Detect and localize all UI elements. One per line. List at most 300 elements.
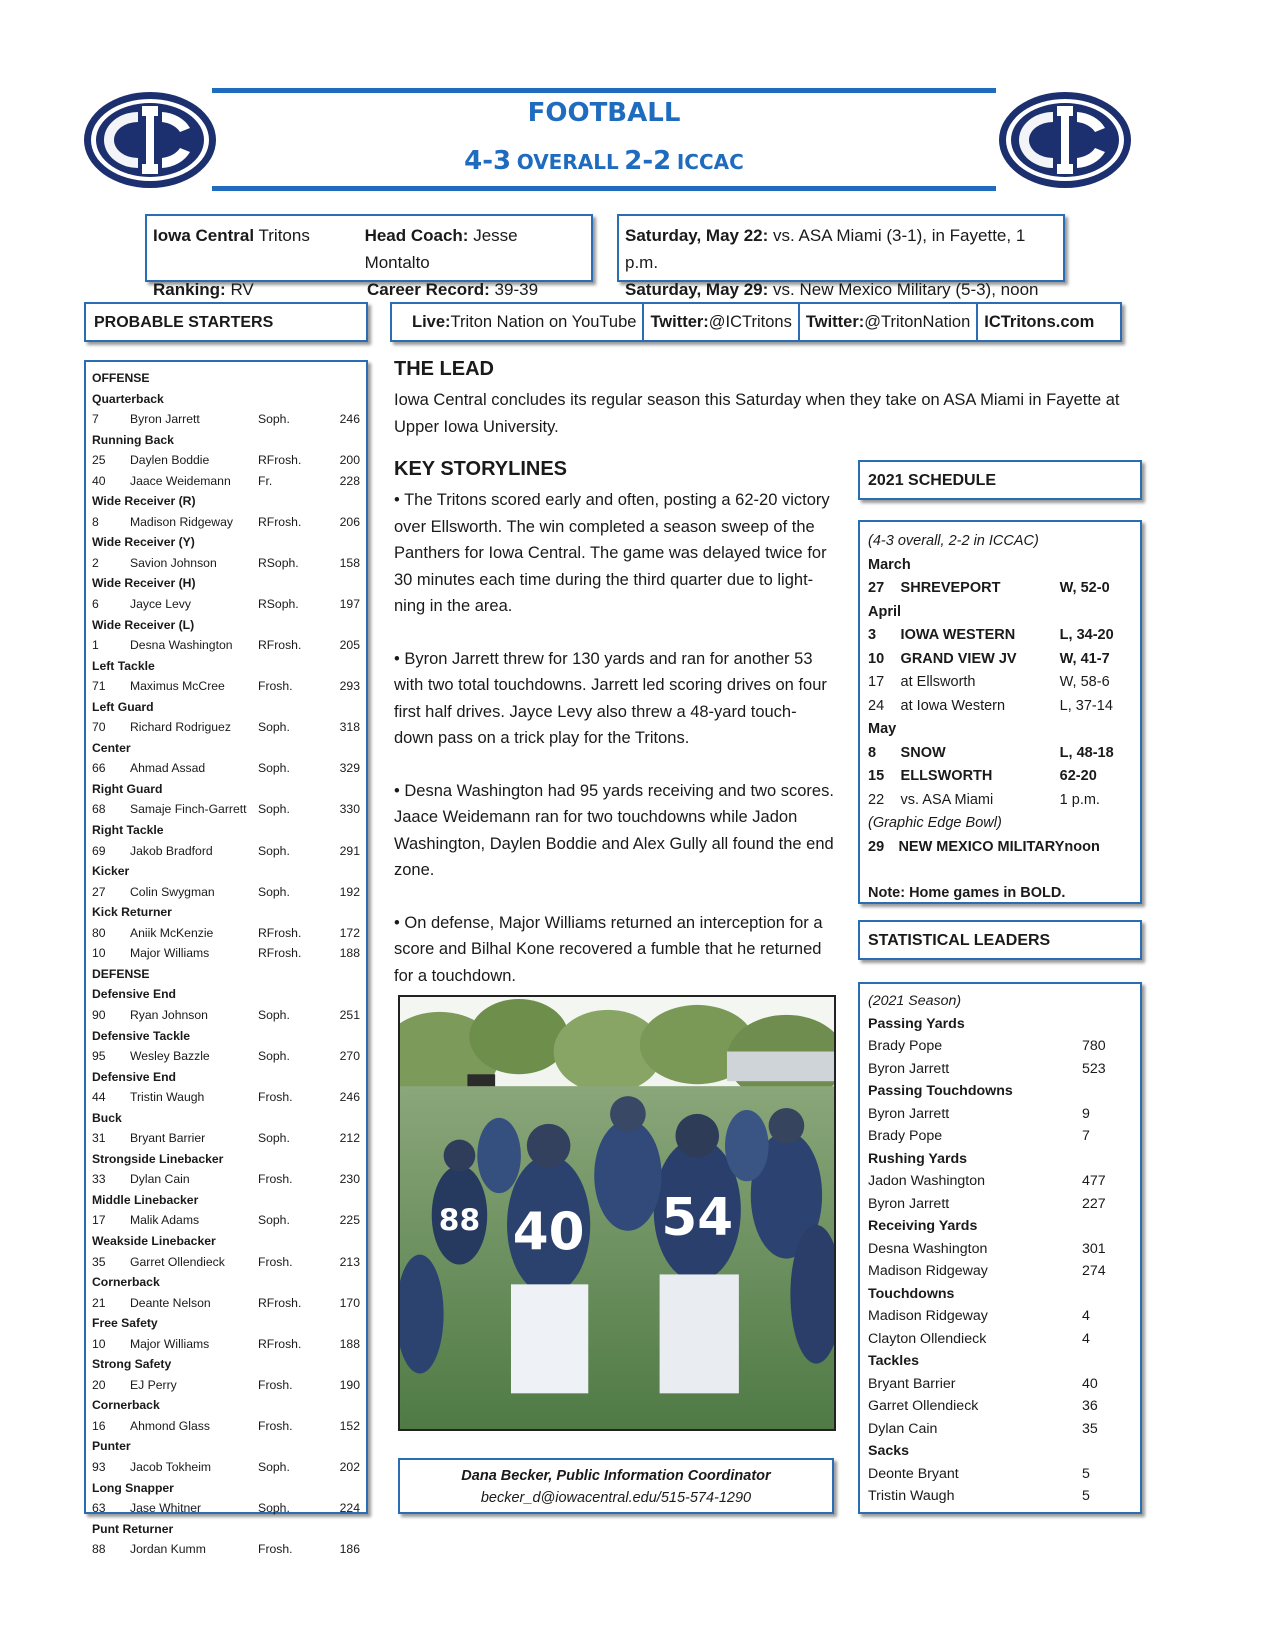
player-number: 17 xyxy=(92,1213,106,1228)
player-weight: 192 xyxy=(339,884,360,899)
player-number: 40 xyxy=(92,473,106,488)
player-class: RFrosh. xyxy=(258,1336,302,1351)
stats-leader-row xyxy=(868,1418,1132,1441)
player-name: Savion Johnson xyxy=(130,555,217,570)
player-name: Wesley Bazzle xyxy=(130,1049,210,1064)
header-top-rule xyxy=(212,88,996,93)
player-name: Byron Jarrett xyxy=(130,412,200,427)
player-number: 8 xyxy=(92,514,99,529)
roster-position: Long Snapper xyxy=(92,1480,174,1495)
leader-name: Dylan Cain xyxy=(868,1420,938,1437)
leader-value: 7 xyxy=(1082,1128,1090,1144)
team-photo xyxy=(398,995,836,1431)
player-number: 71 xyxy=(92,679,106,694)
player-weight: 251 xyxy=(339,1007,360,1022)
player-number: 10 xyxy=(92,946,106,961)
schedule-title: 2021 SCHEDULE xyxy=(858,460,1142,500)
leader-value: 4 xyxy=(1082,1308,1090,1324)
player-class: RFrosh. xyxy=(258,514,302,529)
player-weight: 291 xyxy=(339,843,360,858)
roster-position: Free Safety xyxy=(92,1316,158,1331)
player-name: Aniik McKenzie xyxy=(130,925,214,940)
player-number: 10 xyxy=(92,1336,106,1351)
stats-leader-row xyxy=(868,1260,1132,1283)
player-number: 88 xyxy=(92,1542,106,1557)
storylines-title: KEY STORYLINES xyxy=(394,458,568,480)
roster-position: Wide Receiver (R) xyxy=(92,494,196,509)
player-weight: 224 xyxy=(339,1501,360,1516)
game-result: W, 41-7 xyxy=(1059,650,1110,667)
upcoming-desc: vs. New Mexico Military (5-3), noon xyxy=(768,280,1039,299)
player-name: Colin Swygman xyxy=(130,884,215,899)
player-weight: 246 xyxy=(339,1090,360,1105)
roster-position: Running Back xyxy=(92,432,174,447)
game-opponent: NEW MEXICO MILITARY xyxy=(898,838,1065,855)
leader-value: 274 xyxy=(1082,1263,1106,1279)
leader-name: Byron Jarrett xyxy=(868,1105,950,1122)
roster-position: Kick Returner xyxy=(92,905,172,920)
player-weight: 205 xyxy=(339,638,360,653)
stats-leader-row xyxy=(868,1485,1132,1508)
player-class: Soph. xyxy=(258,884,290,899)
player-class: Soph. xyxy=(258,1501,290,1516)
roster-position: Cornerback xyxy=(92,1398,160,1413)
leader-name: Madison Ridgeway xyxy=(868,1263,988,1279)
stats-category: Receiving Yards xyxy=(868,1218,978,1234)
header-record xyxy=(212,146,996,176)
storylines-section xyxy=(394,458,836,989)
roster-player-row xyxy=(92,450,360,471)
game-opponent: SNOW xyxy=(900,744,946,761)
player-name: Desna Washington xyxy=(130,638,233,653)
website-link[interactable]: ICTritons.com xyxy=(984,312,1095,331)
leader-value: 40 xyxy=(1082,1375,1098,1392)
player-weight: 330 xyxy=(339,802,360,817)
schedule-month: May xyxy=(868,721,897,737)
player-class: RFrosh. xyxy=(258,453,302,468)
player-name: Deante Nelson xyxy=(130,1295,211,1310)
schedule-game-row xyxy=(868,671,1132,695)
player-class: RFrosh. xyxy=(258,946,302,961)
player-name: Major Williams xyxy=(130,1336,210,1351)
leader-value: 4 xyxy=(1082,1330,1090,1347)
player-class: Frosh. xyxy=(258,1254,293,1269)
roster-position: Defensive End xyxy=(92,1069,176,1084)
player-class: Frosh. xyxy=(258,1542,293,1557)
player-number: 69 xyxy=(92,843,106,858)
upcoming-desc: vs. ASA Miami (3-1), in Fayette, 1 p.m. xyxy=(625,226,1026,272)
player-number: 35 xyxy=(92,1254,106,1269)
player-weight: 172 xyxy=(339,925,360,940)
storyline-item: • On defense, Major Williams returned an interception for a score and Bilhal Kone recovered a fumble that he returned for a touchdown. xyxy=(394,913,823,985)
player-weight: 170 xyxy=(339,1295,360,1310)
player-name: Maximus McCree xyxy=(130,679,225,694)
player-class: Soph. xyxy=(258,1131,290,1146)
roster-position: Wide Receiver (L) xyxy=(92,617,195,632)
stats-leader-row xyxy=(868,1395,1132,1418)
player-number: 95 xyxy=(92,1049,106,1064)
player-name: Jacob Tokheim xyxy=(130,1459,212,1474)
roster-position: Quarterback xyxy=(92,391,164,406)
leader-name: Deonte Bryant xyxy=(868,1465,959,1482)
stats-leader-row xyxy=(868,1305,1132,1328)
player-name: Jakob Bradford xyxy=(130,843,213,858)
player-number: 16 xyxy=(92,1418,106,1433)
game-result: L, 37-14 xyxy=(1059,697,1113,714)
starters-title: PROBABLE STARTERS xyxy=(84,302,368,342)
roster-player-row xyxy=(92,1457,360,1478)
game-opponent: vs. ASA Miami xyxy=(900,791,994,808)
roster-position: Defensive End xyxy=(92,987,176,1002)
game-day: 8 xyxy=(868,744,877,761)
roster-player-row xyxy=(92,799,360,820)
roster-player-row xyxy=(92,1293,360,1314)
roster-player-row xyxy=(92,471,360,492)
player-name: Jaace Weidemann xyxy=(130,473,231,488)
school-name: Iowa Central xyxy=(153,226,255,245)
player-name: Ryan Johnson xyxy=(130,1007,208,1022)
player-class: RFrosh. xyxy=(258,638,302,653)
game-day: 3 xyxy=(868,627,877,643)
player-class: RSoph. xyxy=(258,597,299,612)
stats-leader-row xyxy=(868,1238,1132,1261)
stats-season: (2021 Season) xyxy=(868,993,962,1009)
jersey-number: 54 xyxy=(661,1187,734,1248)
player-weight: 197 xyxy=(339,597,360,612)
schedule-month: April xyxy=(868,603,902,620)
leader-value: 5 xyxy=(1082,1465,1090,1482)
stats-leader-row xyxy=(868,1125,1132,1148)
roster-position: Weakside Linebacker xyxy=(92,1233,216,1248)
player-class: Soph. xyxy=(258,1049,290,1064)
leader-name: Jadon Washington xyxy=(868,1173,985,1189)
leader-name: Desna Washington xyxy=(868,1240,988,1257)
player-name: Daylen Boddie xyxy=(130,453,210,468)
game-day: 15 xyxy=(868,768,885,784)
player-name: Jayce Levy xyxy=(130,597,191,612)
roster-player-row xyxy=(92,1005,360,1026)
schedule-home-note: Note: Home games in BOLD. xyxy=(868,885,1066,901)
player-class: Fr. xyxy=(258,473,273,488)
roster-player-row xyxy=(92,676,360,697)
roster-player-row xyxy=(92,512,360,533)
roster-position: Middle Linebacker xyxy=(92,1192,199,1207)
career-label: Career Record: xyxy=(367,280,490,299)
player-name: Richard Rodriguez xyxy=(130,720,231,735)
player-class: RFrosh. xyxy=(258,925,302,940)
player-class: Frosh. xyxy=(258,1090,293,1105)
player-name: Samaje Finch-Garrett xyxy=(130,802,247,817)
game-opponent: SHREVEPORT xyxy=(900,580,1001,596)
schedule-box xyxy=(858,520,1142,904)
roster-player-row xyxy=(92,717,360,738)
stats-leader-row xyxy=(868,1035,1132,1058)
ranking-value: RV xyxy=(225,280,254,299)
schedule-record-note: (4-3 overall, 2-2 in ICCAC) xyxy=(868,533,1039,549)
player-class: Soph. xyxy=(258,802,290,817)
stats-category: Touchdowns xyxy=(868,1285,955,1302)
roster-player-row xyxy=(92,1169,360,1190)
record-conference-label: ICCAC xyxy=(676,150,744,174)
player-class: Soph. xyxy=(258,1459,290,1474)
schedule-game-row xyxy=(868,577,1132,601)
twitter-team: Twitter: @ICTritons xyxy=(644,304,799,340)
storyline-item: • Byron Jarrett threw for 130 yards and ran for another 53 with two total touchdowns. Jarrett led scoring drives on four first half drives. Jayce Levy also threw a 48-yard touch-down pass on a trick play for the Tritons. xyxy=(394,649,827,747)
player-class: Soph. xyxy=(258,1007,290,1022)
roster-position: Right Tackle xyxy=(92,823,164,838)
game-day: 22 xyxy=(868,791,885,808)
player-weight: 228 xyxy=(339,473,360,488)
player-number: 80 xyxy=(92,925,106,940)
roster-position: Punter xyxy=(92,1439,131,1454)
roster-position: Kicker xyxy=(92,864,130,879)
schedule-game-row xyxy=(868,624,1132,648)
player-weight: 329 xyxy=(339,761,360,776)
player-weight: 225 xyxy=(339,1213,360,1228)
leader-value: 301 xyxy=(1082,1240,1106,1257)
ranking-label: Ranking: xyxy=(153,280,226,299)
roster-player-row xyxy=(92,758,360,779)
player-class: Soph. xyxy=(258,720,290,735)
player-class: RFrosh. xyxy=(258,1295,302,1310)
upcoming-date: Saturday, May 22: xyxy=(625,226,769,245)
roster-position: Strong Safety xyxy=(92,1357,172,1372)
leader-name: Bryant Barrier xyxy=(868,1375,956,1392)
player-class: Soph. xyxy=(258,843,290,858)
player-weight: 212 xyxy=(339,1131,360,1146)
record-conference-value: 2-2 xyxy=(624,146,672,176)
leader-name: Brady Pope xyxy=(868,1128,943,1144)
schedule-game-row xyxy=(868,742,1132,766)
storyline-item: • The Tritons scored early and often, posting a 62-20 victory over Ellsworth. The win completed a season sweep of the Panthers for Iowa Central. The game was delayed twice for 30 minutes each time during the third quarter due to light-ning in the area. xyxy=(394,491,830,615)
storyline-item: • Desna Washington had 95 yards receiving and two scores. Jaace Weidemann ran for two touchdowns while Jadon Washington, Daylen Boddie and Alex Gully all found the end zone. xyxy=(394,781,834,879)
player-number: 25 xyxy=(92,453,106,468)
player-class: Frosh. xyxy=(258,1377,293,1392)
player-name: Bryant Barrier xyxy=(130,1131,206,1146)
schedule-game-row xyxy=(868,648,1132,672)
record-overall-label: OVERALL xyxy=(516,150,619,174)
player-weight: 200 xyxy=(339,453,360,468)
roster-position: Strongside Linebacker xyxy=(92,1151,224,1166)
player-number: 21 xyxy=(92,1295,106,1310)
player-number: 6 xyxy=(92,597,99,612)
roster-player-row xyxy=(92,1416,360,1437)
player-number: 33 xyxy=(92,1172,106,1187)
player-class: Soph. xyxy=(258,1213,290,1228)
game-day: 29 xyxy=(868,838,885,855)
roster-player-row xyxy=(92,1087,360,1108)
stats-leader-row xyxy=(868,1373,1132,1396)
leader-name: Byron Jarrett xyxy=(868,1195,950,1212)
leader-value: 227 xyxy=(1082,1195,1106,1212)
game-result: 62-20 xyxy=(1059,768,1097,784)
roster-position: Left Tackle xyxy=(92,658,155,673)
roster-player-row xyxy=(92,635,360,656)
game-result: noon xyxy=(1064,838,1100,855)
game-result: W, 52-0 xyxy=(1059,580,1110,596)
player-name: EJ Perry xyxy=(130,1377,177,1392)
roster-position: Wide Receiver (Y) xyxy=(92,535,195,550)
game-opponent: IOWA WESTERN xyxy=(900,627,1016,643)
leader-name: Garret Ollendieck xyxy=(868,1398,979,1414)
roster-position: Buck xyxy=(92,1110,122,1125)
leader-name: Madison Ridgeway xyxy=(868,1308,988,1324)
roster-position: OFFENSE xyxy=(92,371,150,385)
schedule-game-row xyxy=(868,765,1132,789)
record-overall-value: 4-3 xyxy=(464,146,512,176)
player-name: Garret Ollendieck xyxy=(130,1254,225,1269)
player-number: 27 xyxy=(92,884,106,899)
team-info-box xyxy=(145,214,593,299)
school-mascot: Tritons xyxy=(254,226,310,245)
roster-position: Defensive Tackle xyxy=(92,1028,191,1043)
game-day: 10 xyxy=(868,650,885,667)
leader-name: Byron Jarrett xyxy=(868,1060,950,1077)
player-weight: 188 xyxy=(339,946,360,961)
leader-value: 5 xyxy=(1082,1488,1090,1504)
player-weight: 206 xyxy=(339,514,360,529)
jersey-number: 40 xyxy=(512,1202,585,1263)
roster-player-row xyxy=(92,1334,360,1355)
contact-box xyxy=(398,1458,834,1514)
player-weight: 152 xyxy=(339,1418,360,1433)
schedule-game-row xyxy=(868,789,1132,813)
player-class: Soph. xyxy=(258,761,290,776)
player-number: 2 xyxy=(92,555,99,570)
stats-leader-row xyxy=(868,1170,1132,1193)
roster-player-row xyxy=(92,943,360,964)
player-number: 1 xyxy=(92,638,99,653)
roster-position: Left Guard xyxy=(92,699,154,714)
player-weight: 246 xyxy=(339,412,360,427)
player-number: 90 xyxy=(92,1007,106,1022)
coach-label: Head Coach: xyxy=(364,226,469,245)
game-opponent: GRAND VIEW JV xyxy=(900,650,1017,667)
roster-player-row xyxy=(92,409,360,430)
game-day: 24 xyxy=(868,697,885,714)
lead-title: THE LEAD xyxy=(394,358,494,380)
game-opponent: at Ellsworth xyxy=(900,674,976,690)
player-number: 31 xyxy=(92,1131,106,1146)
schedule-game-row xyxy=(868,695,1132,719)
player-name: Malik Adams xyxy=(130,1213,200,1228)
stats-leader-row xyxy=(868,1103,1132,1126)
leader-value: 36 xyxy=(1082,1398,1098,1414)
roster-player-row xyxy=(92,594,360,615)
player-number: 63 xyxy=(92,1501,106,1516)
player-number: 68 xyxy=(92,802,106,817)
player-name: Jase Whitner xyxy=(130,1501,202,1516)
player-weight: 318 xyxy=(339,720,360,735)
roster-player-row xyxy=(92,1046,360,1067)
schedule-game-note: (Graphic Edge Bowl) xyxy=(868,815,1002,831)
leader-value: 523 xyxy=(1082,1060,1106,1077)
stats-leader-row xyxy=(868,1058,1132,1081)
schedule-month: March xyxy=(868,556,911,573)
twitter-nation: Twitter: @TritonNation xyxy=(800,304,978,340)
leader-name: Clayton Ollendieck xyxy=(868,1330,987,1347)
roster-position: Punt Returner xyxy=(92,1521,174,1536)
player-class: RSoph. xyxy=(258,555,299,570)
game-result: W, 58-6 xyxy=(1059,674,1110,690)
player-class: Soph. xyxy=(258,412,290,427)
player-weight: 202 xyxy=(339,1459,360,1474)
schedule-game-row xyxy=(868,836,1132,860)
leader-name: Brady Pope xyxy=(868,1038,943,1054)
stats-leader-row xyxy=(868,1463,1132,1486)
roster-position: Cornerback xyxy=(92,1275,160,1290)
game-day: 27 xyxy=(868,580,885,596)
stats-title: STATISTICAL LEADERS xyxy=(858,920,1142,960)
roster-position: Right Guard xyxy=(92,781,163,796)
roster-player-row xyxy=(92,1210,360,1231)
game-opponent: ELLSWORTH xyxy=(900,768,993,784)
career-value: 39-39 xyxy=(489,280,539,299)
social-bar xyxy=(390,302,1122,342)
player-class: Frosh. xyxy=(258,1172,293,1187)
player-name: Dylan Cain xyxy=(130,1172,190,1187)
header-bottom-rule xyxy=(212,186,996,191)
leader-value: 477 xyxy=(1082,1173,1106,1189)
player-class: Frosh. xyxy=(258,1418,293,1433)
player-weight: 188 xyxy=(339,1336,360,1351)
roster-player-row xyxy=(92,1539,360,1560)
stats-category: Passing Touchdowns xyxy=(868,1083,1013,1099)
player-name: Ahmad Assad xyxy=(130,761,206,776)
roster-player-row xyxy=(92,1252,360,1273)
player-weight: 293 xyxy=(339,679,360,694)
coach-name: Jesse Montalto xyxy=(364,226,518,272)
player-weight: 190 xyxy=(339,1377,360,1392)
game-day: 17 xyxy=(868,674,885,690)
leader-value: 35 xyxy=(1082,1420,1098,1437)
player-weight: 158 xyxy=(339,555,360,570)
player-number: 93 xyxy=(92,1459,106,1474)
leader-value: 780 xyxy=(1082,1038,1106,1054)
stats-leader-row xyxy=(868,1193,1132,1216)
player-name: Major Williams xyxy=(130,946,210,961)
roster-player-row xyxy=(92,923,360,944)
player-number: 20 xyxy=(92,1377,106,1392)
roster-player-row xyxy=(92,1375,360,1396)
contact-details[interactable]: becker_d@iowacentral.edu/515-574-1290 xyxy=(480,1490,752,1506)
player-name: Madison Ridgeway xyxy=(130,514,233,529)
roster-position: DEFENSE xyxy=(92,966,150,981)
player-weight: 270 xyxy=(339,1049,360,1064)
player-number: 66 xyxy=(92,761,106,776)
stats-category: Sacks xyxy=(868,1443,910,1459)
roster-player-row xyxy=(92,882,360,903)
right-ic-logo-icon xyxy=(995,88,1135,192)
stats-category: Passing Yards xyxy=(868,1015,965,1032)
player-weight: 213 xyxy=(339,1254,360,1269)
header-title: FOOTBALL xyxy=(527,98,681,128)
roster-position: Wide Receiver (H) xyxy=(92,576,196,591)
player-class: Frosh. xyxy=(258,679,293,694)
player-weight: 186 xyxy=(339,1542,360,1557)
upcoming-date: Saturday, May 29: xyxy=(625,280,769,299)
stats-box xyxy=(858,982,1142,1514)
lead-section xyxy=(394,358,1124,440)
roster-position: Center xyxy=(92,740,131,755)
live-stream: Live: Triton Nation on YouTube xyxy=(406,304,644,340)
player-name: Tristin Waugh xyxy=(130,1090,205,1105)
upcoming-games-box xyxy=(617,214,1065,299)
roster-player-row xyxy=(92,1498,360,1519)
roster-player-row xyxy=(92,841,360,862)
player-number: 7 xyxy=(92,412,99,427)
player-number: 70 xyxy=(92,720,106,735)
